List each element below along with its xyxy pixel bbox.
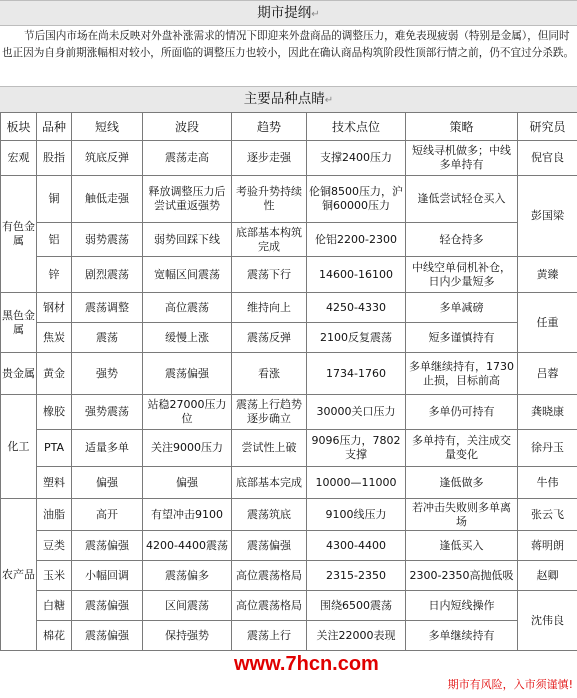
table-row [1,591,577,621]
outline-paragraph-box [0,26,577,84]
tech-level-cell: 4300-4400 [307,531,406,561]
tech-level-cell: 伦铝2200-2300 [307,223,406,257]
strategy-cell: 多单继续持有 [406,621,518,651]
sector-cell: 贵金属 [1,353,37,395]
product-cell: 豆类 [37,531,72,561]
swing-cell: 释放调整压力后尝试重返强势 [143,176,232,223]
strategy-cell: 逢低做多 [406,467,518,499]
analyst-cell: 沈伟良 [518,591,577,651]
trend-cell: 底部基本完成 [232,467,307,499]
product-cell: 橡胶 [37,395,72,430]
trend-cell: 震荡上行 [232,621,307,651]
strategy-cell: 日内短线操作 [406,591,518,621]
table-row [1,395,577,430]
product-cell: 棉花 [37,621,72,651]
column-header: 技术点位 [307,113,406,141]
table-row [1,293,577,323]
table-row [1,621,577,651]
strategy-cell: 多单持有，关注成交量变化 [406,430,518,467]
short-term-cell: 筑底反弹 [72,141,143,176]
product-cell: PTA [37,430,72,467]
tech-level-cell: 14600-16100 [307,257,406,293]
table-row [1,561,577,591]
tech-level-cell: 9100线压力 [307,499,406,531]
trend-cell: 高位震荡格局 [232,591,307,621]
trend-cell: 看涨 [232,353,307,395]
tech-level-cell: 10000—11000 [307,467,406,499]
paragraph-mark-icon: ↵ [324,95,334,106]
tech-level-cell: 9096压力，7802支撑 [307,430,406,467]
analyst-cell: 徐丹玉 [518,430,577,467]
swing-cell: 保持强势 [143,621,232,651]
sector-cell: 农产品 [1,499,37,651]
site-watermark: www.7hcn.com [234,653,379,675]
short-term-cell: 震荡偏强 [72,531,143,561]
trend-cell: 震荡下行 [232,257,307,293]
strategy-cell: 中线空单伺机补仓，日内少量短多 [406,257,518,293]
table-row [1,223,577,257]
short-term-cell: 震荡偏强 [72,591,143,621]
swing-cell: 有望冲击9100 [143,499,232,531]
analyst-cell: 龚晓康 [518,395,577,430]
column-header: 策略 [406,113,518,141]
trend-cell: 逐步走强 [232,141,307,176]
strategy-cell: 多单继续持有，1730止损，目标前高 [406,353,518,395]
short-term-cell: 震荡调整 [72,293,143,323]
strategy-cell: 逢低尝试轻仓买入 [406,176,518,223]
swing-cell: 偏强 [143,467,232,499]
product-cell: 钢材 [37,293,72,323]
short-term-cell: 触低走强 [72,176,143,223]
swing-cell: 关注9000压力 [143,430,232,467]
trend-cell: 维持向上 [232,293,307,323]
tech-level-cell: 伦铜8500压力，沪铜60000压力 [307,176,406,223]
tech-level-cell: 4250-4330 [307,293,406,323]
analyst-cell: 赵卿 [518,561,577,591]
column-header: 品种 [37,113,72,141]
trend-cell: 考验升势持续性 [232,176,307,223]
outline-paragraph: 节后国内市场在尚未反映对外盘补涨需求的情况下即迎来外盘商品的调整压力，难免表现疲弱（特别是金属），但同时也正因为自身前期涨幅相对较小，所面临的调整压力也较小，因此在确认商品构筑阶段性顶部行情之前，仍不宜过分杀跌。 [2,30,575,59]
risk-warning: 期市有风险，入市须谨慎! [447,678,573,691]
short-term-cell: 高开 [72,499,143,531]
column-header: 趋势 [232,113,307,141]
trend-cell: 尝试性上破 [232,430,307,467]
table-row [1,531,577,561]
tech-level-cell: 2315-2350 [307,561,406,591]
short-term-cell: 小幅回调 [72,561,143,591]
table-row [1,323,577,353]
sector-cell: 有色金属 [1,176,37,293]
analyst-cell: 张云飞 [518,499,577,531]
table-row [1,499,577,531]
tech-level-cell: 30000关口压力 [307,395,406,430]
short-term-cell: 震荡 [72,323,143,353]
short-term-cell: 强势 [72,353,143,395]
strategy-cell: 短多谨慎持有 [406,323,518,353]
trend-cell: 震荡上行趋势逐步确立 [232,395,307,430]
short-term-cell: 震荡偏强 [72,621,143,651]
analyst-cell: 倪官良 [518,141,577,176]
tech-level-cell: 关注22000表现 [307,621,406,651]
tech-level-cell: 围绕6500震荡 [307,591,406,621]
analyst-cell: 彭国梁 [518,176,577,257]
column-header: 波段 [143,113,232,141]
swing-cell: 宽幅区间震荡 [143,257,232,293]
swing-cell: 弱势回踩下线 [143,223,232,257]
analyst-cell: 吕蓉 [518,353,577,395]
strategy-cell: 多单减磅 [406,293,518,323]
product-cell: 玉米 [37,561,72,591]
short-term-cell: 偏强 [72,467,143,499]
short-term-cell: 适量多单 [72,430,143,467]
product-cell: 黄金 [37,353,72,395]
product-cell: 塑料 [37,467,72,499]
sector-cell: 宏观 [1,141,37,176]
tech-level-cell: 2100反复震荡 [307,323,406,353]
swing-cell: 4200-4400震荡 [143,531,232,561]
swing-cell: 震荡走高 [143,141,232,176]
trend-cell: 震荡偏强 [232,531,307,561]
short-term-cell: 强势震荡 [72,395,143,430]
product-cell: 油脂 [37,499,72,531]
swing-cell: 震荡偏强 [143,353,232,395]
product-cell: 铝 [37,223,72,257]
strategy-cell: 若冲击失败则多单离场 [406,499,518,531]
product-cell: 白糖 [37,591,72,621]
strategy-cell: 逢低买入 [406,531,518,561]
table-row [1,141,577,176]
tech-level-cell: 支撑2400压力 [307,141,406,176]
analyst-cell: 黄臻 [518,257,577,293]
trend-cell: 震荡反弹 [232,323,307,353]
table-row [1,176,577,223]
main-heading-bar [0,86,577,113]
swing-cell: 区间震荡 [143,591,232,621]
column-header: 板块 [1,113,37,141]
table-row [1,353,577,395]
table-row [1,467,577,499]
swing-cell: 震荡偏多 [143,561,232,591]
swing-cell: 高位震荡 [143,293,232,323]
short-term-cell: 弱势震荡 [72,223,143,257]
sector-cell: 黑色金属 [1,293,37,353]
column-header: 研究员 [518,113,577,141]
strategy-cell: 多单仍可持有 [406,395,518,430]
strategy-cell: 轻仓持多 [406,223,518,257]
commodity-table [0,112,577,651]
product-cell: 铜 [37,176,72,223]
trend-cell: 震荡筑底 [232,499,307,531]
main-heading: 主要品种点睛 [243,91,325,107]
table-row [1,257,577,293]
product-cell: 股指 [37,141,72,176]
swing-cell: 站稳27000压力位 [143,395,232,430]
swing-cell: 缓慢上涨 [143,323,232,353]
trend-cell: 底部基本构筑完成 [232,223,307,257]
product-cell: 焦炭 [37,323,72,353]
sector-cell: 化工 [1,395,37,499]
paragraph-mark-icon: ↵ [311,9,320,20]
analyst-cell: 蒋明朗 [518,531,577,561]
trend-cell: 高位震荡格局 [232,561,307,591]
outline-heading: 期市提纲 [257,5,312,21]
table-header-row [1,113,577,141]
strategy-cell: 短线寻机做多；中线多单持有 [406,141,518,176]
product-cell: 锌 [37,257,72,293]
column-header: 短线 [72,113,143,141]
outline-heading-bar [0,0,577,26]
strategy-cell: 2300-2350高抛低吸 [406,561,518,591]
table-row [1,430,577,467]
tech-level-cell: 1734-1760 [307,353,406,395]
short-term-cell: 剧烈震荡 [72,257,143,293]
analyst-cell: 牛伟 [518,467,577,499]
analyst-cell: 任重 [518,293,577,353]
